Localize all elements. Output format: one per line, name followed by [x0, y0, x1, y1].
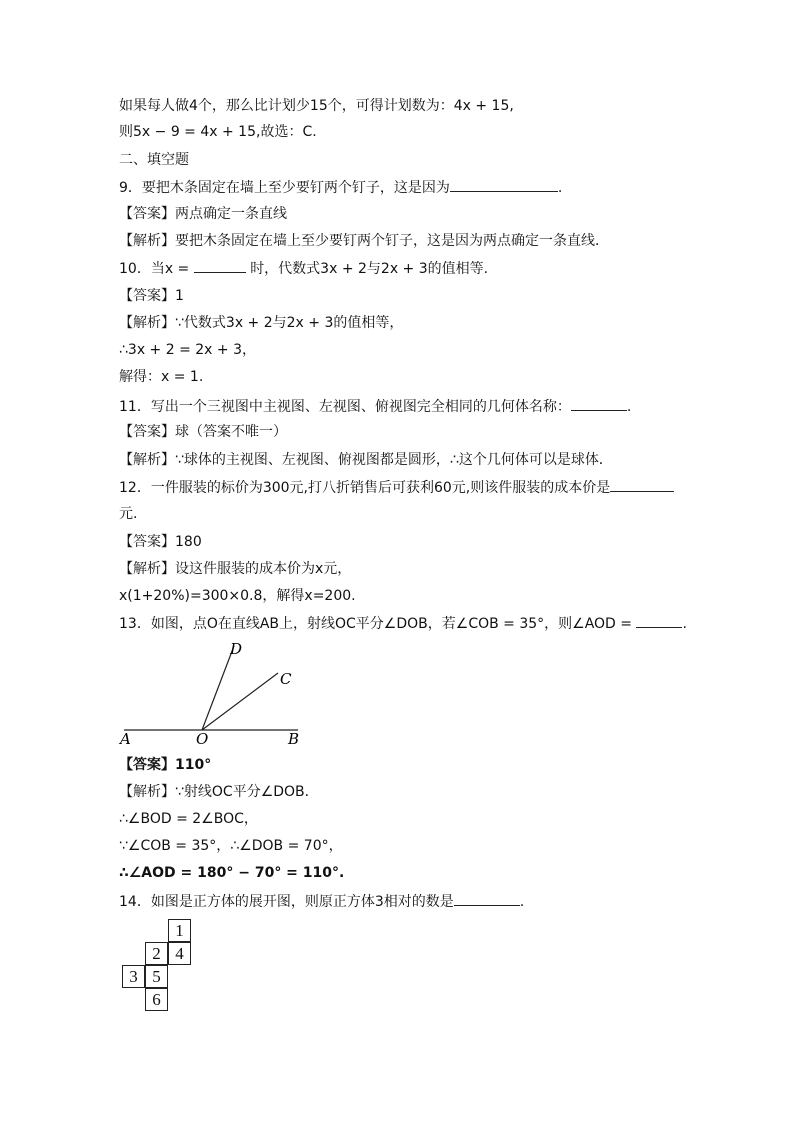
analysis-line: 【解析】∵球体的主视图、左视图、俯视图都是圆形，∴这个几何体可以是球体． — [119, 452, 613, 468]
analysis-line: ∴∠AOD = 180° − 70° = 110°. — [119, 865, 345, 881]
label-a: A — [120, 730, 131, 748]
net-cell: 2 — [145, 942, 168, 965]
question-13: 13．如图，点O在直线AB上，射线OC平分∠DOB，若∠COB = 35°，则∠AOD = . — [119, 613, 687, 634]
analysis-line: ∴3x + 2 = 2x + 3， — [119, 342, 256, 358]
question-14: 14．如图是正方体的展开图，则原正方体3相对的数是 . — [119, 891, 524, 912]
question-text: 13．如图，点O在直线AB上，射线OC平分∠DOB，若∠COB = 35°，则∠AOD = — [119, 616, 633, 632]
answer-blank — [454, 891, 520, 906]
answer-blank — [194, 258, 246, 273]
label-b: B — [288, 730, 300, 748]
text-line: 如果每人做4个，那么比计划少15个，可得计划数为：4x + 15, — [119, 98, 514, 114]
analysis-line: 【解析】要把木条固定在墙上至少要钉两个钉子，这是因为两点确定一条直线． — [119, 233, 609, 249]
question-11: 11．写出一个三视图中主视图、左视图、俯视图完全相同的几何体名称： . — [119, 396, 631, 417]
net-cell: 4 — [168, 942, 191, 965]
question-text: 10．当x = — [119, 261, 190, 277]
net-cell: 3 — [122, 965, 145, 988]
answer-line: 【答案】110° — [119, 757, 212, 773]
text-line: 元. — [119, 506, 138, 522]
label-o: O — [196, 730, 209, 748]
answer-blank — [610, 477, 674, 492]
net-cell: 5 — [145, 965, 168, 988]
question-text: 9．要把木条固定在墙上至少要钉两个钉子，这是因为 — [119, 180, 450, 196]
analysis-line: x(1+20%)=300×0.8，解得x=200. — [119, 588, 356, 604]
analysis-line: ∴∠BOD = 2∠BOC， — [119, 811, 258, 827]
net-cell: 6 — [145, 988, 168, 1011]
answer-line: 【答案】球（答案不唯一） — [119, 424, 287, 440]
answer-line: 【答案】两点确定一条直线 — [119, 206, 287, 222]
label-d: D — [230, 640, 243, 658]
question-12 — [119, 477, 674, 498]
answer-blank — [636, 613, 682, 628]
label-c: C — [280, 670, 292, 688]
answer-blank — [450, 177, 558, 192]
analysis-line: ∵∠COB = 35°，∴∠DOB = 70°， — [119, 838, 343, 854]
angle-figure — [112, 640, 312, 750]
question-text: 时，代数式3x + 2与2x + 3的值相等. — [250, 261, 489, 277]
answer-blank — [571, 396, 627, 411]
analysis-line: 【解析】设这件服装的成本价为x元， — [119, 561, 352, 577]
question-text: 12．一件服装的标价为300元,打八折销售后可获利60元,则该件服装的成本价是 — [119, 480, 611, 496]
net-cell: 1 — [168, 919, 191, 942]
text-line: 则5x − 9 = 4x + 15,故选：C. — [119, 124, 317, 140]
question-9: 9．要把木条固定在墙上至少要钉两个钉子，这是因为 . — [119, 177, 562, 198]
section-heading: 二、填空题 — [119, 152, 189, 168]
answer-line: 【答案】1 — [119, 288, 184, 304]
question-text: 11．写出一个三视图中主视图、左视图、俯视图完全相同的几何体名称： — [119, 399, 571, 415]
question-10 — [119, 258, 488, 279]
analysis-line: 【解析】∵代数式3x + 2与2x + 3的值相等， — [119, 315, 404, 331]
question-text: 14．如图是正方体的展开图，则原正方体3相对的数是 — [119, 894, 454, 910]
analysis-line: 【解析】∵射线OC平分∠DOB． — [119, 784, 319, 800]
analysis-line: 解得：x = 1. — [119, 369, 204, 385]
answer-line: 【答案】180 — [119, 534, 202, 550]
